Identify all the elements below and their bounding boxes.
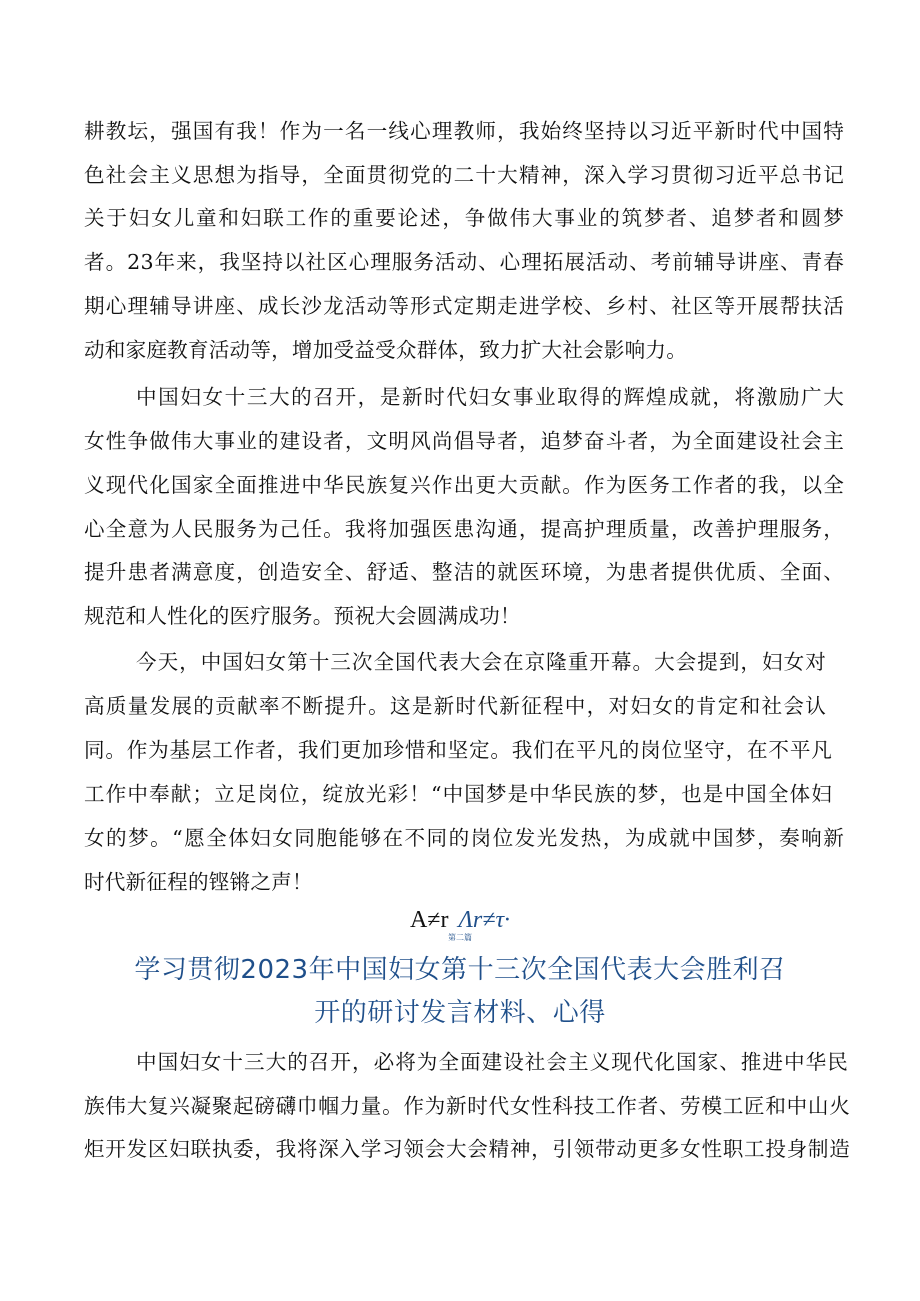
text-line: 提升患者满意度，创造安全、舒适、整洁的就医环境，为患者提供优质、全面、 (84, 560, 844, 584)
text-line: 同。作为基层工作者，我们更加珍惜和坚定。我们在平凡的岗位坚守，在不平凡 (84, 738, 832, 762)
text-line: 规范和人性化的医疗服务。预祝大会圆满成功！ (84, 604, 521, 628)
text-line: 者。23年来，我坚持以社区心理服务活动、心理拓展活动、考前辅导讲座、青春 (84, 250, 844, 274)
section-heading-line-2: 开的研讨发言材料、心得 (314, 998, 606, 1028)
text-line: 中国妇女十三大的召开，必将为全面建设社会主义现代化国家、推进中华民 (136, 1050, 848, 1074)
text-line: 女的梦。“愿全体妇女同胞能够在不同的岗位发光发热，为成就中国梦，奏响新 (84, 826, 844, 850)
text-line: 关于妇女儿童和妇联工作的重要论述，争做伟大事业的筑梦者、追梦者和圆梦 (84, 206, 844, 230)
divider-left-text: A≠r (409, 907, 449, 933)
text-line: 中国妇女十三大的召开，是新时代妇女事业取得的辉煌成就，将激励广大 (136, 385, 844, 409)
text-line: 今天，中国妇女第十三次全国代表大会在京隆重开幕。大会提到，妇女对 (136, 650, 826, 674)
text-line: 义现代化国家全面推进中华民族复兴作出更大贡献。作为医务工作者的我，以全 (84, 473, 844, 497)
text-line: 心全意为人民服务为己任。我将加强医患沟通，提高护理质量，改善护理服务， (84, 517, 844, 541)
section-heading-line-1: 学习贯彻2023年中国妇女第十三次全国代表大会胜利召 (134, 955, 786, 985)
divider-right-text: Λr≠τ· (458, 907, 511, 933)
text-line: 工作中奉献；立足岗位，绽放光彩！“中国梦是中华民族的梦，也是中国全体妇 (84, 782, 832, 806)
text-line: 色社会主义思想为指导，全面贯彻党的二十大精神，深入学习贯彻习近平总书记 (84, 163, 844, 187)
section-divider (0, 907, 920, 933)
divider-caption: 第二篇 (448, 933, 472, 942)
text-line: 炬开发区妇联执委，我将深入学习领会大会精神，引领带动更多女性职工投身制造 (84, 1137, 850, 1161)
text-line: 耕教坛，强国有我！作为一名一线心理教师，我始终坚持以习近平新时代中国特 (84, 119, 844, 143)
text-line: 期心理辅导讲座、成长沙龙活动等形式定期走进学校、乡村、社区等开展帮扶活 (84, 294, 844, 318)
text-line: 女性争做伟大事业的建设者，文明风尚倡导者，追梦奋斗者，为全面建设社会主 (84, 429, 844, 453)
text-line: 动和家庭教育活动等，增加受益受众群体，致力扩大社会影响力。 (84, 338, 688, 362)
text-line: 时代新征程的铿锵之声！ (84, 870, 313, 894)
text-line: 高质量发展的贡献率不断提升。这是新时代新征程中，对妇女的肯定和社会认 (84, 694, 826, 718)
text-line: 族伟大复兴凝聚起磅礴巾帼力量。作为新时代女性科技工作者、劳模工匠和中山火 (84, 1094, 850, 1118)
